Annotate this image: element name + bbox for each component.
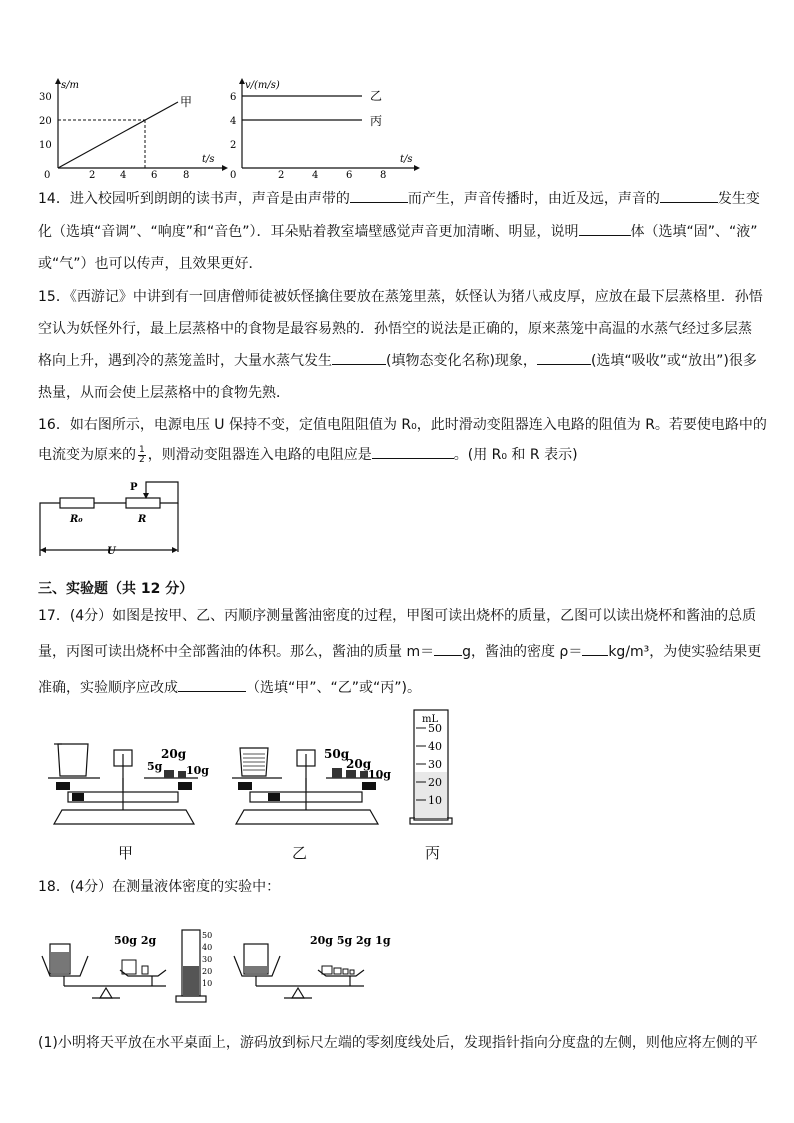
figure-caption-b: 乙 [292, 844, 308, 862]
svg-text:40: 40 [428, 740, 442, 753]
x-axis-label: t/s [400, 154, 413, 165]
r-label: R [138, 514, 147, 525]
q15-line3: 格向上升，遇到冷的蒸笼盖时，大量水蒸气发生 (填物态变化名称)现象， (选填“吸收”或“放出”)很多 [38, 350, 757, 370]
x-tick: 6 [346, 170, 353, 181]
q16-line2: 电流变为原来的 $\frac{1}{2}$ ，则滑动变阻器连入电路的电阻应是 。(用 R₀ 和 R 表示) [38, 444, 578, 465]
v-t-graph [222, 76, 422, 181]
svg-text:5g: 5g [147, 760, 163, 773]
y-tick: 6 [230, 92, 237, 103]
graph-line-jia [58, 102, 178, 168]
svg-text:10: 10 [202, 979, 213, 988]
x-axis-label: t/s [202, 154, 215, 165]
y-tick: 30 [39, 92, 52, 103]
svg-text:10: 10 [428, 794, 442, 807]
r0-label: R₀ [70, 514, 83, 525]
resistor-r0 [60, 498, 94, 508]
line-label: 乙 [370, 89, 383, 103]
x-tick: 8 [183, 170, 190, 181]
y-tick: 10 [39, 140, 52, 151]
svg-text:10g: 10g [186, 764, 209, 777]
svg-text:20: 20 [202, 967, 213, 976]
q17-line2: 量，丙图可读出烧杯中全部酱油的体积。那么，酱油的质量 m＝ g，酱油的密度 ρ＝ kg/m³，为使实验结果更 [38, 641, 761, 661]
q16-line1: 16．如右图所示，电源电压 U 保持不变，定值电阻阻值为 R₀，此时滑动变阻器连入电路的阻值为 R。若要使电路中的 [38, 417, 767, 433]
svg-text:10g: 10g [368, 768, 391, 781]
x-tick: 2 [278, 170, 285, 181]
svg-text:30: 30 [428, 758, 442, 771]
svg-text:20g: 20g [161, 747, 187, 761]
q18-figure-row [34, 926, 394, 1006]
q14-line1: 14．进入校园听到朗朗的读书声，声音是由声带的 而产生，声音传播时，由近及远，声音的 发生变 [38, 188, 760, 208]
balance-figure-a [44, 738, 209, 832]
answer-blank[interactable] [178, 677, 246, 692]
x-tick: 2 [89, 170, 96, 181]
u-label: U [107, 546, 116, 557]
x-tick: 4 [312, 170, 319, 181]
answer-blank[interactable] [660, 188, 718, 203]
answer-blank[interactable] [434, 641, 462, 656]
x-tick: 6 [151, 170, 158, 181]
svg-text:mL: mL [422, 714, 439, 725]
q17-line1: 17．(4分）如图是按甲、乙、丙顺序测量酱油密度的过程，甲图可读出烧杯的质量，乙图可以读出烧杯和酱油的总质 [38, 608, 757, 624]
answer-blank[interactable] [350, 188, 408, 203]
line-label: 丙 [370, 114, 383, 128]
svg-text:40: 40 [202, 943, 213, 952]
figure-caption-c: 丙 [425, 844, 441, 862]
rheostat-r [126, 498, 160, 508]
y-tick: 0 [230, 170, 237, 181]
svg-text:20: 20 [428, 776, 442, 789]
q17-line3: 准确，实验顺序应改成 （选填“甲”、“乙”或“丙”)。 [38, 677, 421, 697]
x-tick: 4 [120, 170, 127, 181]
q14-line2: 化（选填“音调”、“响度”和“音色”）．耳朵贴着教室墙壁感觉声音更加清晰、明显，说明 体（选填“固”、“液” [38, 221, 758, 241]
balance-figure-b [228, 738, 398, 832]
circuit-diagram [30, 476, 190, 562]
svg-text:50: 50 [202, 931, 213, 940]
y-tick: 2 [230, 140, 237, 151]
svg-text:30: 30 [202, 955, 213, 964]
y-tick: 4 [230, 116, 237, 127]
graduated-cylinder-c [408, 706, 456, 828]
answer-blank[interactable] [582, 641, 608, 656]
answer-blank[interactable] [332, 350, 386, 365]
q15-line1: 15．《西游记》中讲到有一回唐僧师徒被妖怪擒住要放在蒸笼里蒸，妖怪认为猪八戒皮厚，应放在最下层蒸格里．孙悟 [38, 289, 763, 305]
svg-text:50g 2g: 50g 2g [114, 934, 157, 947]
y-tick: 20 [39, 116, 52, 127]
y-axis-label: v/(m/s) [245, 80, 280, 91]
slider-label: P [130, 482, 138, 493]
svg-text:50: 50 [428, 722, 442, 735]
figure-caption-a: 甲 [118, 844, 134, 862]
fraction-one-half: $\frac{1}{2}$ [139, 444, 145, 465]
line-label: 甲 [180, 95, 193, 109]
x-tick: 8 [380, 170, 387, 181]
section-title: 三、实验题（共 12 分） [38, 581, 194, 597]
svg-text:50g: 50g [324, 747, 350, 761]
svg-text:20g 5g 2g 1g: 20g 5g 2g 1g [310, 934, 391, 947]
q15-line4: 热量，从而会使上层蒸格中的食物先熟． [38, 385, 290, 401]
q18-line1: (1)小明将天平放在水平桌面上，游码放到标尺左端的零刻度线处后，发现指针指向分度盘的左侧，则他应将左侧的平 [38, 1035, 758, 1051]
answer-blank[interactable] [579, 221, 631, 236]
q15-line2: 空认为妖怪外行，最上层蒸格中的食物是最容易熟的．孙悟空的说法是正确的，原来蒸笼中高温的水蒸气经过多层蒸 [38, 321, 752, 337]
q18-title: 18．(4分）在测量液体密度的实验中： [38, 879, 281, 895]
answer-blank[interactable] [372, 444, 454, 459]
svg-text:20g: 20g [346, 757, 372, 771]
y-tick: 0 [44, 170, 51, 181]
y-axis-label: s/m [61, 80, 79, 91]
s-t-graph [30, 76, 230, 181]
q14-line3: 或“气”）也可以传声，且效果更好． [38, 256, 263, 272]
answer-blank[interactable] [537, 350, 591, 365]
